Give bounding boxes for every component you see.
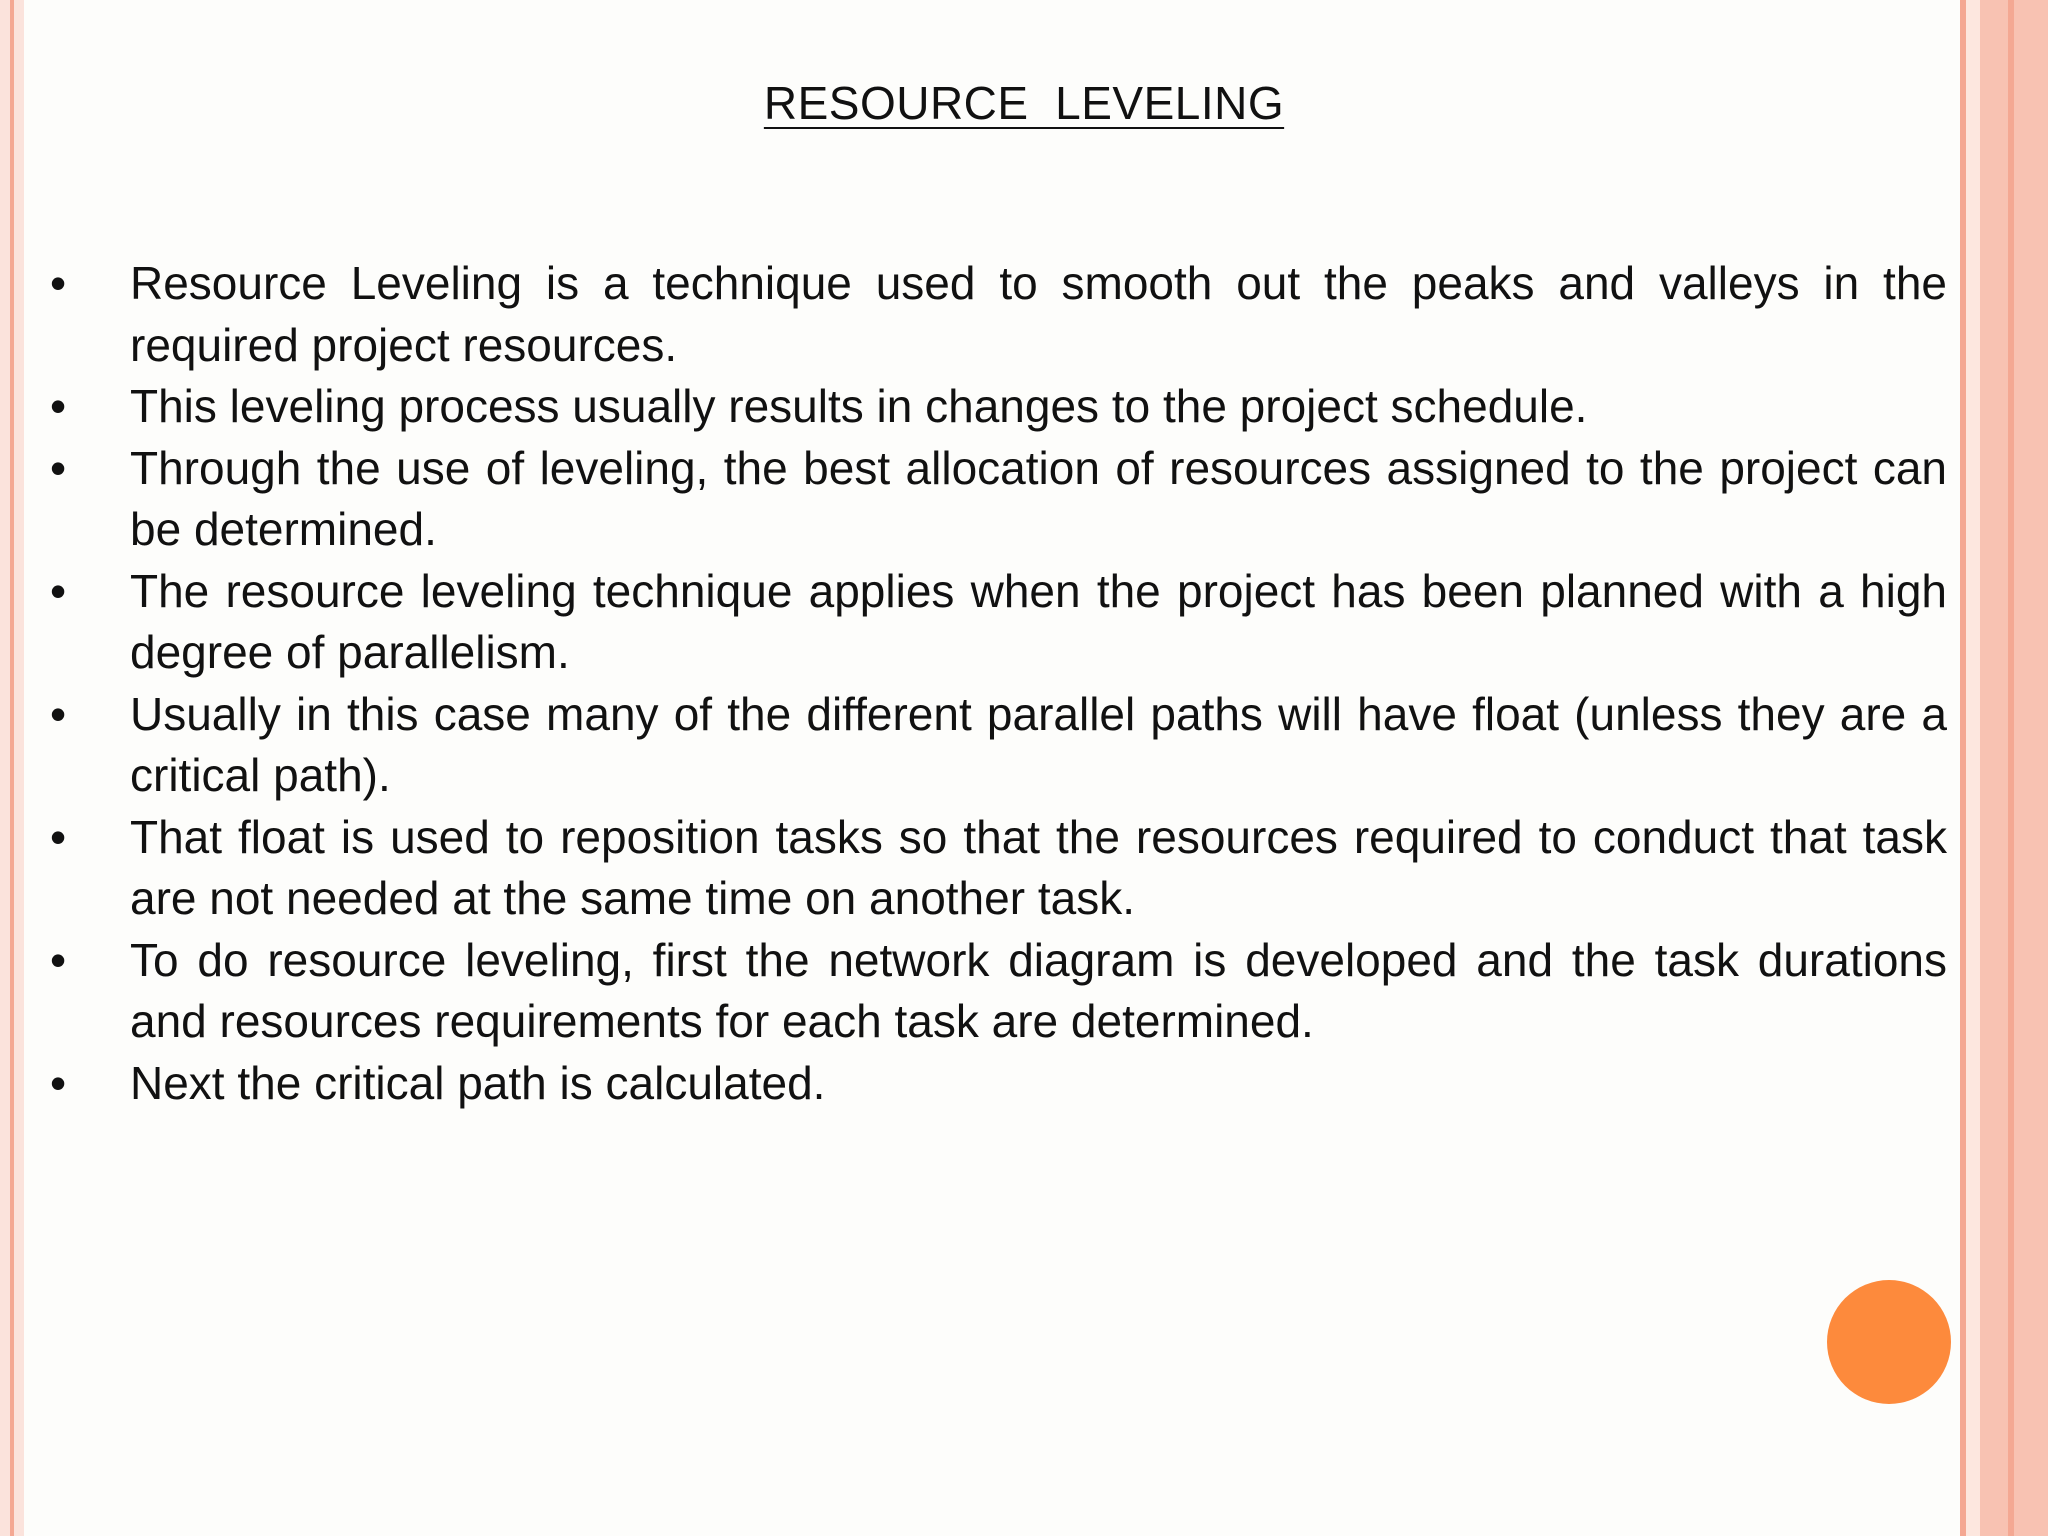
orange-circle-decoration-icon — [1827, 1280, 1951, 1404]
bullet-text: That float is used to reposition tasks so that the resources required to conduct that task are not needed at the same time on another task. — [130, 810, 1947, 924]
left-decorative-border — [0, 0, 24, 1536]
bullet-text: Through the use of leveling, the best allocation of resources assigned to the project can be determined. — [130, 441, 1947, 555]
slide-title: RESOURCE LEVELING — [763, 77, 1285, 129]
bullet-dot-icon: • — [50, 257, 67, 309]
right-decorative-border — [1960, 0, 2048, 1536]
bullet-text: This leveling process usually results in changes to the project schedule. — [130, 380, 1588, 432]
bullet-dot-icon: • — [50, 687, 67, 740]
bullet-item — [50, 684, 1947, 807]
bullet-list — [50, 253, 1947, 1114]
bullet-text: Resource Leveling is a technique used to smooth out the peaks and valleys in the required project resources. — [130, 257, 1947, 371]
bullet-text: To do resource leveling, first the network diagram is developed and the task durations and resources requirements for each task are determined. — [130, 933, 1947, 1047]
bullet-item — [50, 376, 1947, 438]
bullet-dot-icon: • — [50, 441, 67, 494]
bullet-dot-icon: • — [50, 810, 67, 863]
bullet-item — [50, 561, 1947, 684]
bullet-item — [50, 930, 1947, 1053]
bullet-item — [50, 438, 1947, 561]
bullet-text: Next the critical path is calculated. — [130, 1056, 826, 1109]
bullet-item — [50, 807, 1947, 930]
bullet-item — [50, 1053, 1947, 1115]
bullet-dot-icon: • — [50, 933, 67, 986]
bullet-text: Usually in this case many of the different parallel paths will have float (unless they are a critical path). — [130, 687, 1947, 801]
bullet-dot-icon: • — [50, 380, 67, 432]
bullet-item — [50, 253, 1947, 376]
bullet-dot-icon: • — [50, 1056, 67, 1109]
bullet-dot-icon: • — [50, 564, 67, 617]
bullet-text: The resource leveling technique applies when the project has been planned with a high degree of parallelism. — [130, 564, 1947, 678]
